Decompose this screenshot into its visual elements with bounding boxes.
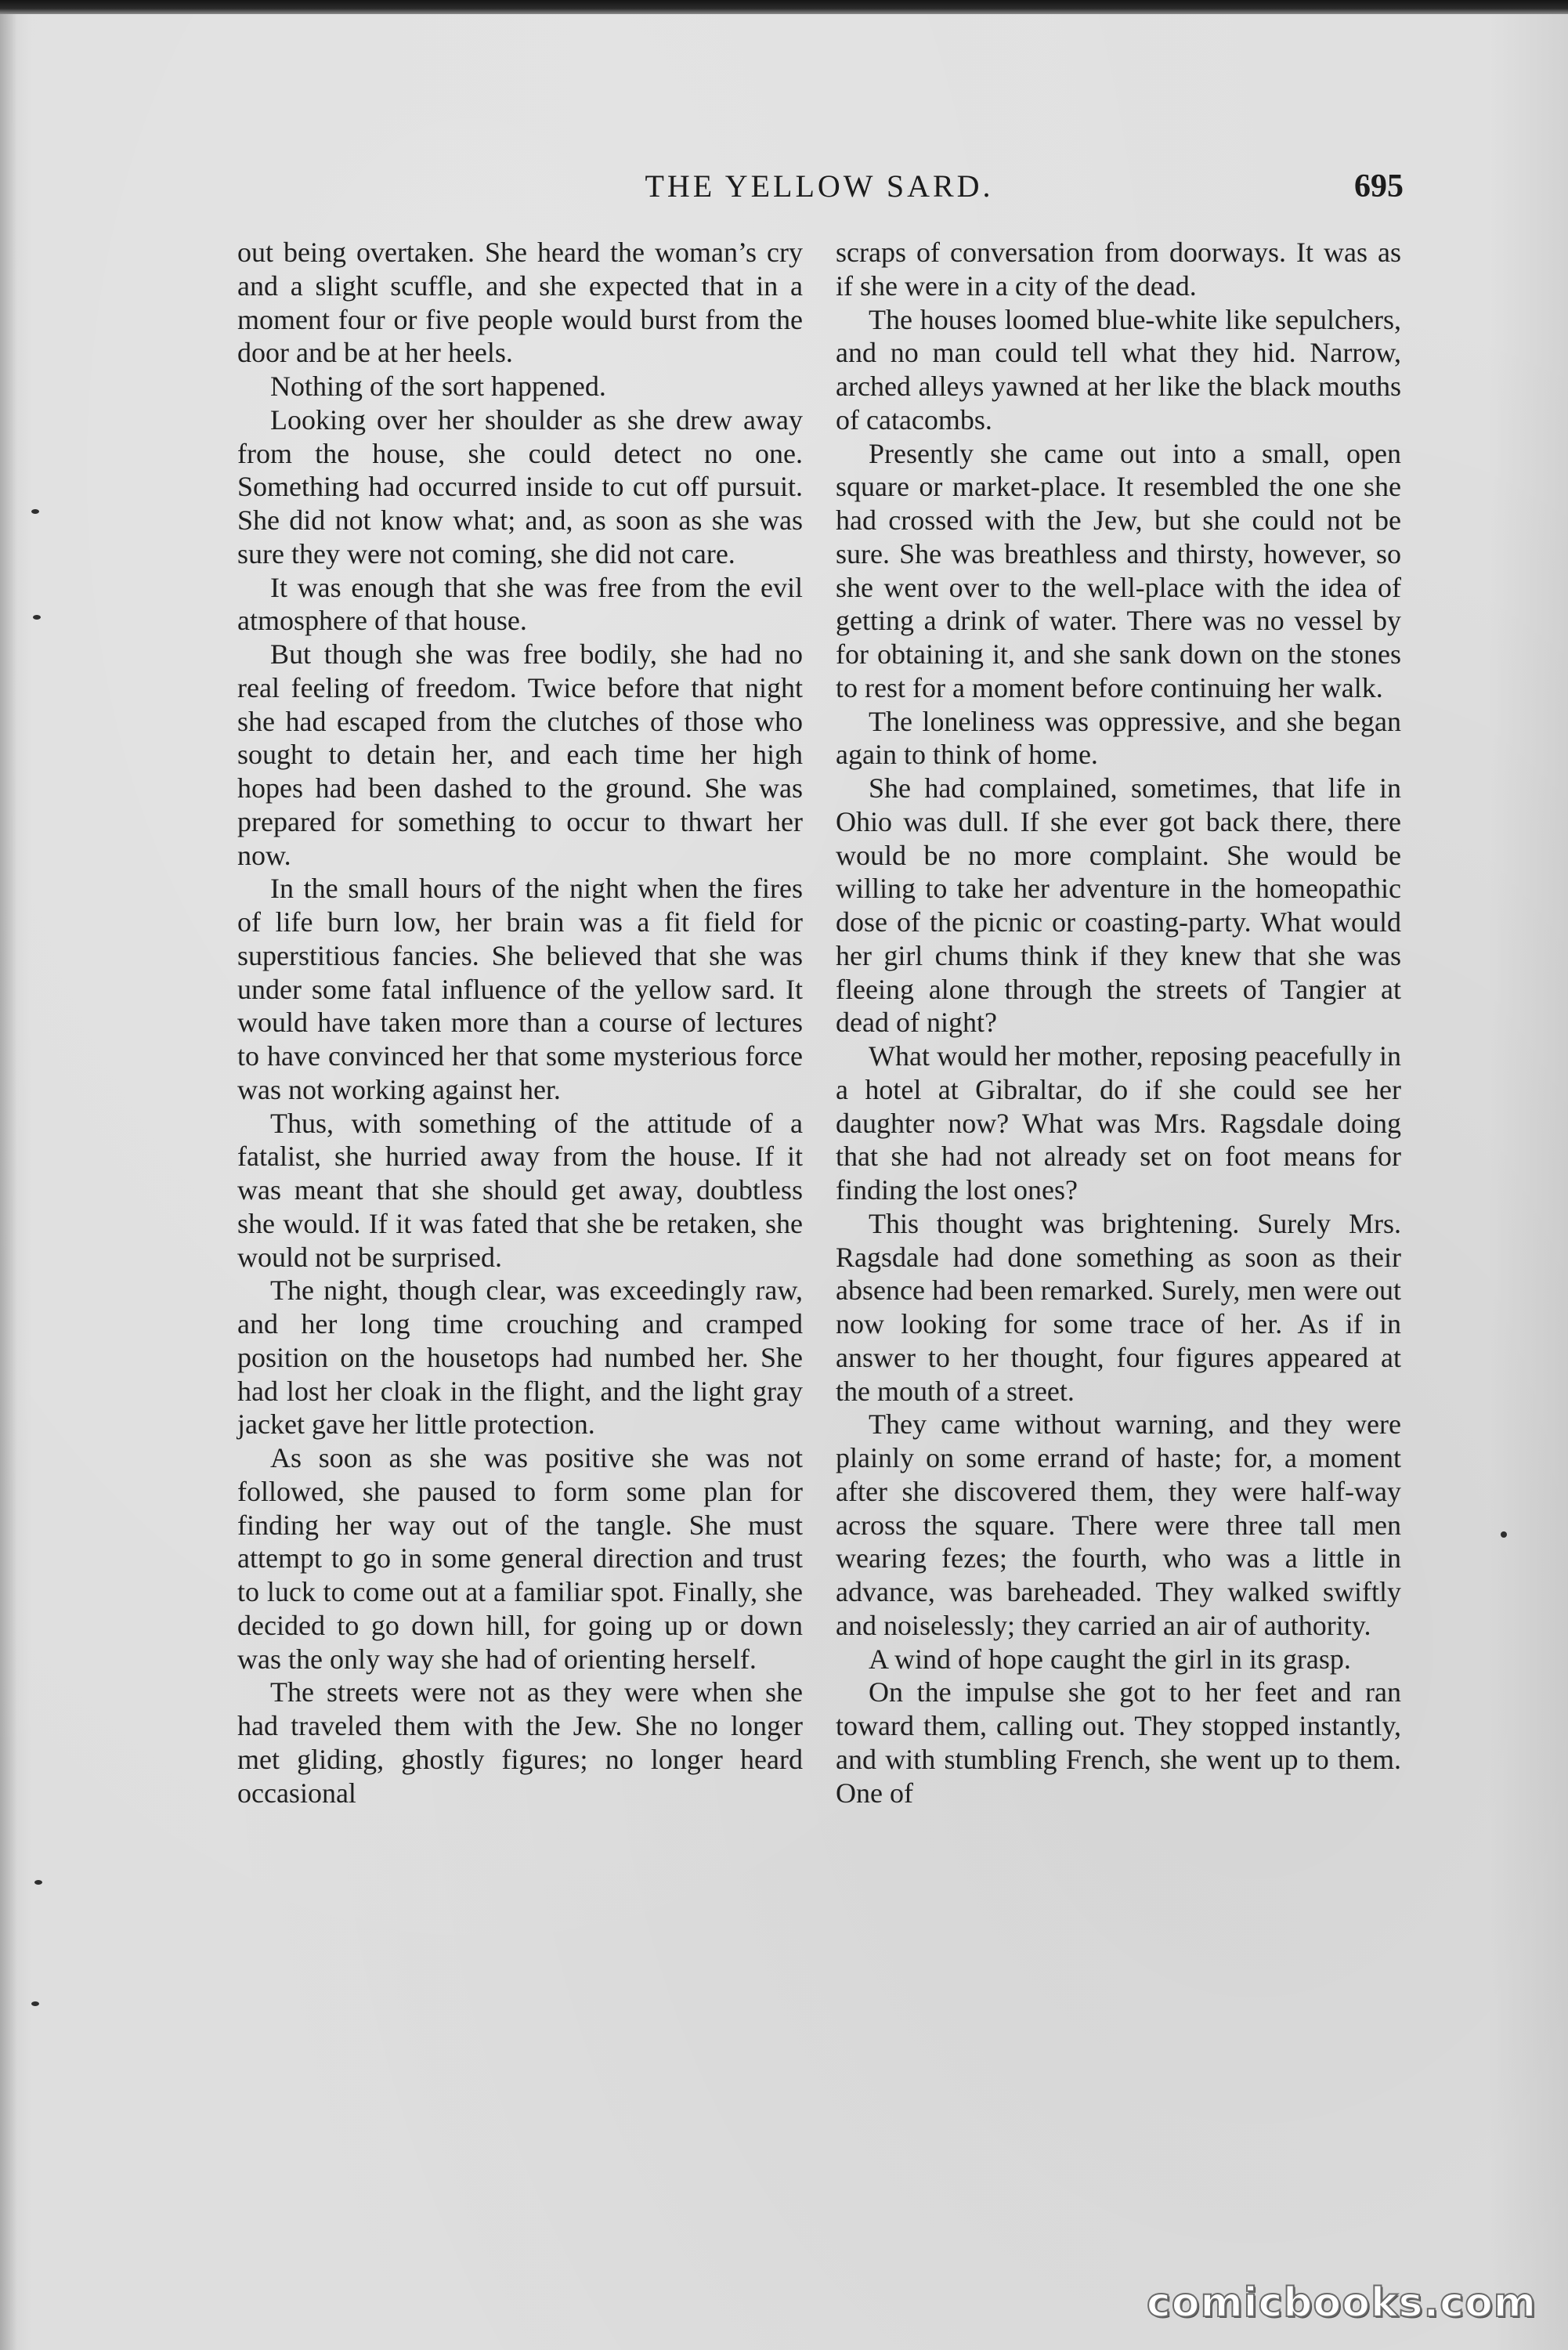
right-text-column [836,236,1401,1810]
paragraph: The loneliness was oppressive, and she began again to think of home. [836,705,1401,771]
paragraph: She had complained, sometimes, that life in Ohio was dull. If she ever got back there, there would be no more complaint. She would be willing to take her adventure in the homeopathic dose of the picnic or coasting-party. What would her girl chums think if they knew that she was fleeing alone through the streets of Tangier at dead of night? [836,772,1401,1039]
ink-speck [33,615,41,620]
running-title: THE YELLOW SARD. [645,168,994,204]
paragraph: In the small hours of the night when the fires of life burn low, her brain was a fit field for superstitious fancies. She believed that she was under some fatal influence of the yellow sard. It would have taken more than a course of lectures to have convinced her that some mysterious force was not working against her. [237,873,803,1105]
paragraph: This thought was brightening. Surely Mrs. Ragsdale had done something as soon as their absence had been remarked. Surely, men were out now looking for some trace of her. As if in answer to her thought, four figures appeared at the mouth of a street. [836,1207,1401,1407]
paragraph: The night, though clear, was exceedingly raw, and her long time crouching and cramped position on the housetops had numbed her. She had lost her cloak in the flight, and the light gray jacket gave her little protection. [237,1274,803,1441]
ink-speck [34,1880,42,1885]
paragraph: Looking over her shoulder as she drew away from the house, she could detect no one. Something had occurred inside to cut off pursuit. She did not know what; and, as soon as she was sure they were not coming, she did not care. [237,403,803,569]
page-number: 695 [1354,168,1404,204]
paragraph: They came without warning, and they were plainly on some errand of haste; for, a moment after she discovered them, they were half-way across the square. There were three tall men wearing fezes; the fourth, who was a little in advance, was bareheaded. They walked swiftly and noiselessly; they carried an air of authority. [836,1408,1401,1641]
scan-top-edge [0,0,1568,14]
paragraph: It was enough that she was free from the evil atmosphere of that house. [237,571,803,637]
binding-shadow [0,14,17,2350]
paragraph: out being overtaken. She heard the woman’s cry and a slight scuffle, and she expected that in a moment four or five people would burst from the door and be at her heels. [237,237,803,369]
paragraph: On the impulse she got to her feet and ran toward them, calling out. They stopped instantly, and with stumbling French, she went up to them. One of [836,1676,1401,1809]
paragraph: What would her mother, reposing peacefully in a hotel at Gibraltar, do if she could see her daughter now? What was Mrs. Ragsdale doing that she had not already set on foot means for finding the lost ones? [836,1040,1401,1206]
paragraph: A wind of hope caught the girl in its grasp. [869,1643,1351,1675]
page-header [235,164,1404,208]
watermark-logo: comicbooks.com [1146,2280,1537,2326]
paragraph: As soon as she was positive she was not followed, she paused to form some plan for finding her way out of the tangle. She must attempt to go in some general direction and trust to luck to come out at a familiar spot. Finally, she decided to go down hill, for going up or down was the only way she had of orienting herself. [237,1442,803,1675]
paragraph: Nothing of the sort happened. [270,371,606,402]
paragraph: The houses loomed blue-white like sepulchers, and no man could tell what they hid. Narrow, arched alleys yawned at her like the black mouths of catacombs. [836,303,1401,436]
paragraph: Thus, with something of the attitude of a fatalist, she hurried away from the house. If it was meant that she should get away, doubtless she would. If it was fated that she be retaken, she would not be surprised. [237,1107,803,1273]
ink-speck [1501,1531,1507,1538]
left-text-column [237,236,803,1810]
paragraph: The streets were not as they were when she had traveled them with the Jew. She no longer met gliding, ghostly figures; no longer heard occasional [237,1676,803,1809]
ink-speck [31,2001,39,2006]
paragraph: Presently she came out into a small, open square or market-place. It resembled the one she had crossed with the Jew, but she could not be sure. She was breathless and thirsty, however, so she went over to the well-place with the idea of getting a drink of water. There was no vessel by for obtaining it, and she sank down on the stones to rest for a moment before continuing her walk. [836,437,1401,703]
paragraph: But though she was free bodily, she had no real feeling of freedom. Twice before that night she had escaped from the clutches of those who sought to detain her, and each time her high hopes had been dashed to the ground. She was prepared for something to occur to thwart her now. [237,638,803,871]
ink-speck [31,509,39,514]
paragraph: scraps of conversation from doorways. It was as if she were in a city of the dead. [836,237,1401,302]
